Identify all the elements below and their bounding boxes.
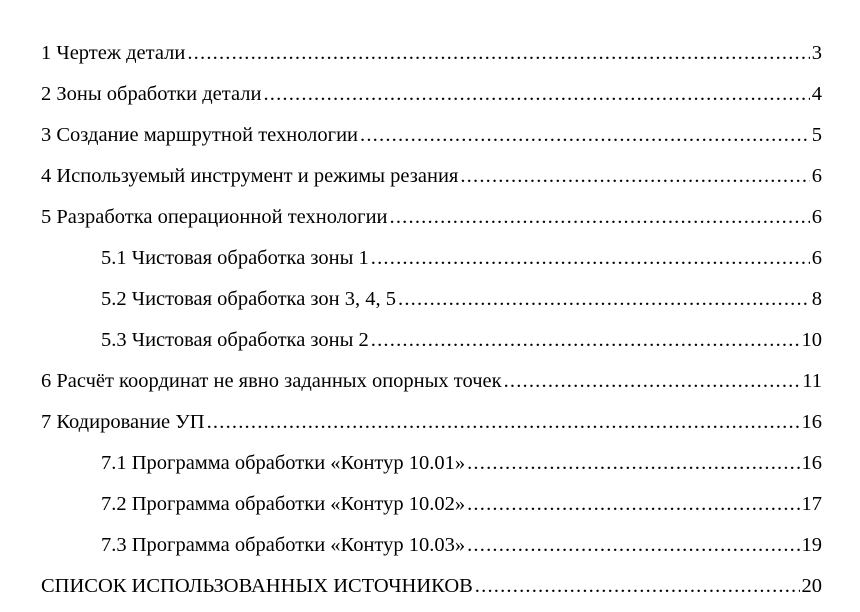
- toc-page-number: 19: [801, 534, 822, 556]
- toc-page-number: 3: [811, 42, 822, 64]
- toc-page-number: 16: [801, 411, 822, 433]
- toc-dot-leader: [263, 79, 809, 109]
- toc-dot-leader: [504, 366, 801, 396]
- toc-page-number: 16: [801, 452, 822, 474]
- toc-dot-leader: [360, 120, 810, 150]
- toc-dot-leader: [371, 243, 810, 273]
- toc-entry-label: 5.2 Чистовая обработка зон 3, 4, 5: [101, 288, 396, 310]
- toc-entry-label: 5.3 Чистовая обработка зоны 2: [101, 329, 369, 351]
- toc-entry-label: 6 Расчёт координат не явно заданных опорных точек: [41, 370, 502, 392]
- toc-entry-7-2[interactable]: [41, 489, 822, 530]
- toc-entry-label: 7.3 Программа обработки «Контур 10.03»: [101, 534, 466, 556]
- table-of-contents: [41, 38, 822, 612]
- toc-dot-leader: [467, 530, 799, 560]
- toc-dot-leader: [467, 489, 799, 519]
- toc-entry-label: СПИСОК ИСПОЛЬЗОВАННЫХ ИСТОЧНИКОВ: [41, 575, 473, 597]
- toc-entry-5-2[interactable]: [41, 284, 822, 325]
- toc-entry-label: 4 Используемый инструмент и режимы резания: [41, 165, 459, 187]
- toc-entry-5-1[interactable]: [41, 243, 822, 284]
- toc-entry-7[interactable]: [41, 407, 822, 448]
- toc-dot-leader: [460, 161, 809, 191]
- toc-entry-references[interactable]: [41, 571, 822, 612]
- toc-entry-label: 2 Зоны обработки детали: [41, 83, 262, 105]
- toc-entry-4[interactable]: [41, 161, 822, 202]
- toc-entry-label: 7 Кодирование УП: [41, 411, 205, 433]
- toc-dot-leader: [371, 325, 800, 355]
- toc-entry-label: 7.1 Программа обработки «Контур 10.01»: [101, 452, 466, 474]
- toc-entry-7-1[interactable]: [41, 448, 822, 489]
- toc-dot-leader: [390, 202, 810, 232]
- toc-page-number: 5: [811, 124, 822, 146]
- toc-dot-leader: [207, 407, 800, 437]
- toc-entry-label: 7.2 Программа обработки «Контур 10.02»: [101, 493, 466, 515]
- toc-page-number: 17: [801, 493, 822, 515]
- toc-page-number: 6: [811, 165, 822, 187]
- toc-entry-5[interactable]: [41, 202, 822, 243]
- toc-page-number: 6: [811, 206, 822, 228]
- toc-dot-leader: [467, 448, 799, 478]
- toc-dot-leader: [475, 571, 800, 601]
- toc-page-number: 10: [801, 329, 822, 351]
- toc-dot-leader: [187, 38, 809, 68]
- toc-page-number: 11: [802, 370, 822, 392]
- toc-entry-label: 5.1 Чистовая обработка зоны 1: [101, 247, 369, 269]
- toc-entry-5-3[interactable]: [41, 325, 822, 366]
- toc-page-number: 8: [811, 288, 822, 310]
- toc-page-number: 4: [811, 83, 822, 105]
- toc-entry-6[interactable]: [41, 366, 822, 407]
- toc-entry-1[interactable]: [41, 38, 822, 79]
- toc-entry-label: 3 Создание маршрутной технологии: [41, 124, 359, 146]
- toc-entry-label: 5 Разработка операционной технологии: [41, 206, 388, 228]
- toc-entry-2[interactable]: [41, 79, 822, 120]
- toc-entry-label: 1 Чертеж детали: [41, 42, 186, 64]
- toc-page-number: 20: [801, 575, 822, 597]
- toc-entry-7-3[interactable]: [41, 530, 822, 571]
- toc-entry-3[interactable]: [41, 120, 822, 161]
- toc-page-number: 6: [811, 247, 822, 269]
- toc-dot-leader: [398, 284, 810, 314]
